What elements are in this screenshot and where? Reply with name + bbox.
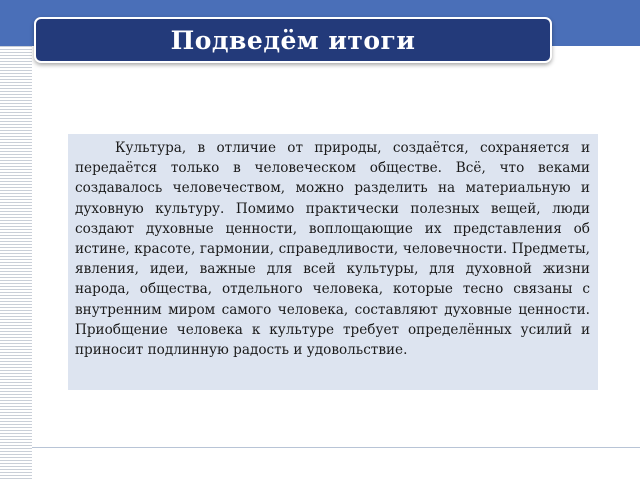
title-banner [34,17,552,63]
content-panel [68,134,598,390]
left-decorative-stripe [0,46,32,480]
slide-title: Подведём итоги [170,25,416,55]
footer-divider [32,447,640,448]
body-text: Культура, в отличие от природы, создаётся, сохраняется и передаётся только в человеческом обществе. Всё, что веками создавалось человечеством, можно разделить на материальную и духовную культуру. Помимо практически полезных вещей, люди создают духовные ценности, воплощающие их представления об истине, красоте, гармонии, справедливости, человечности. Предметы, явления, идеи, важные для всей культуры, для духовной жизни народа, общества, отдельного человека, которые тесно связаны с внутренним миром самого человека, составляют духовные ценности. Приобщение человека к культуре требует определённых усилий и приносит подлинную радость и удовольствие. [75,140,590,359]
